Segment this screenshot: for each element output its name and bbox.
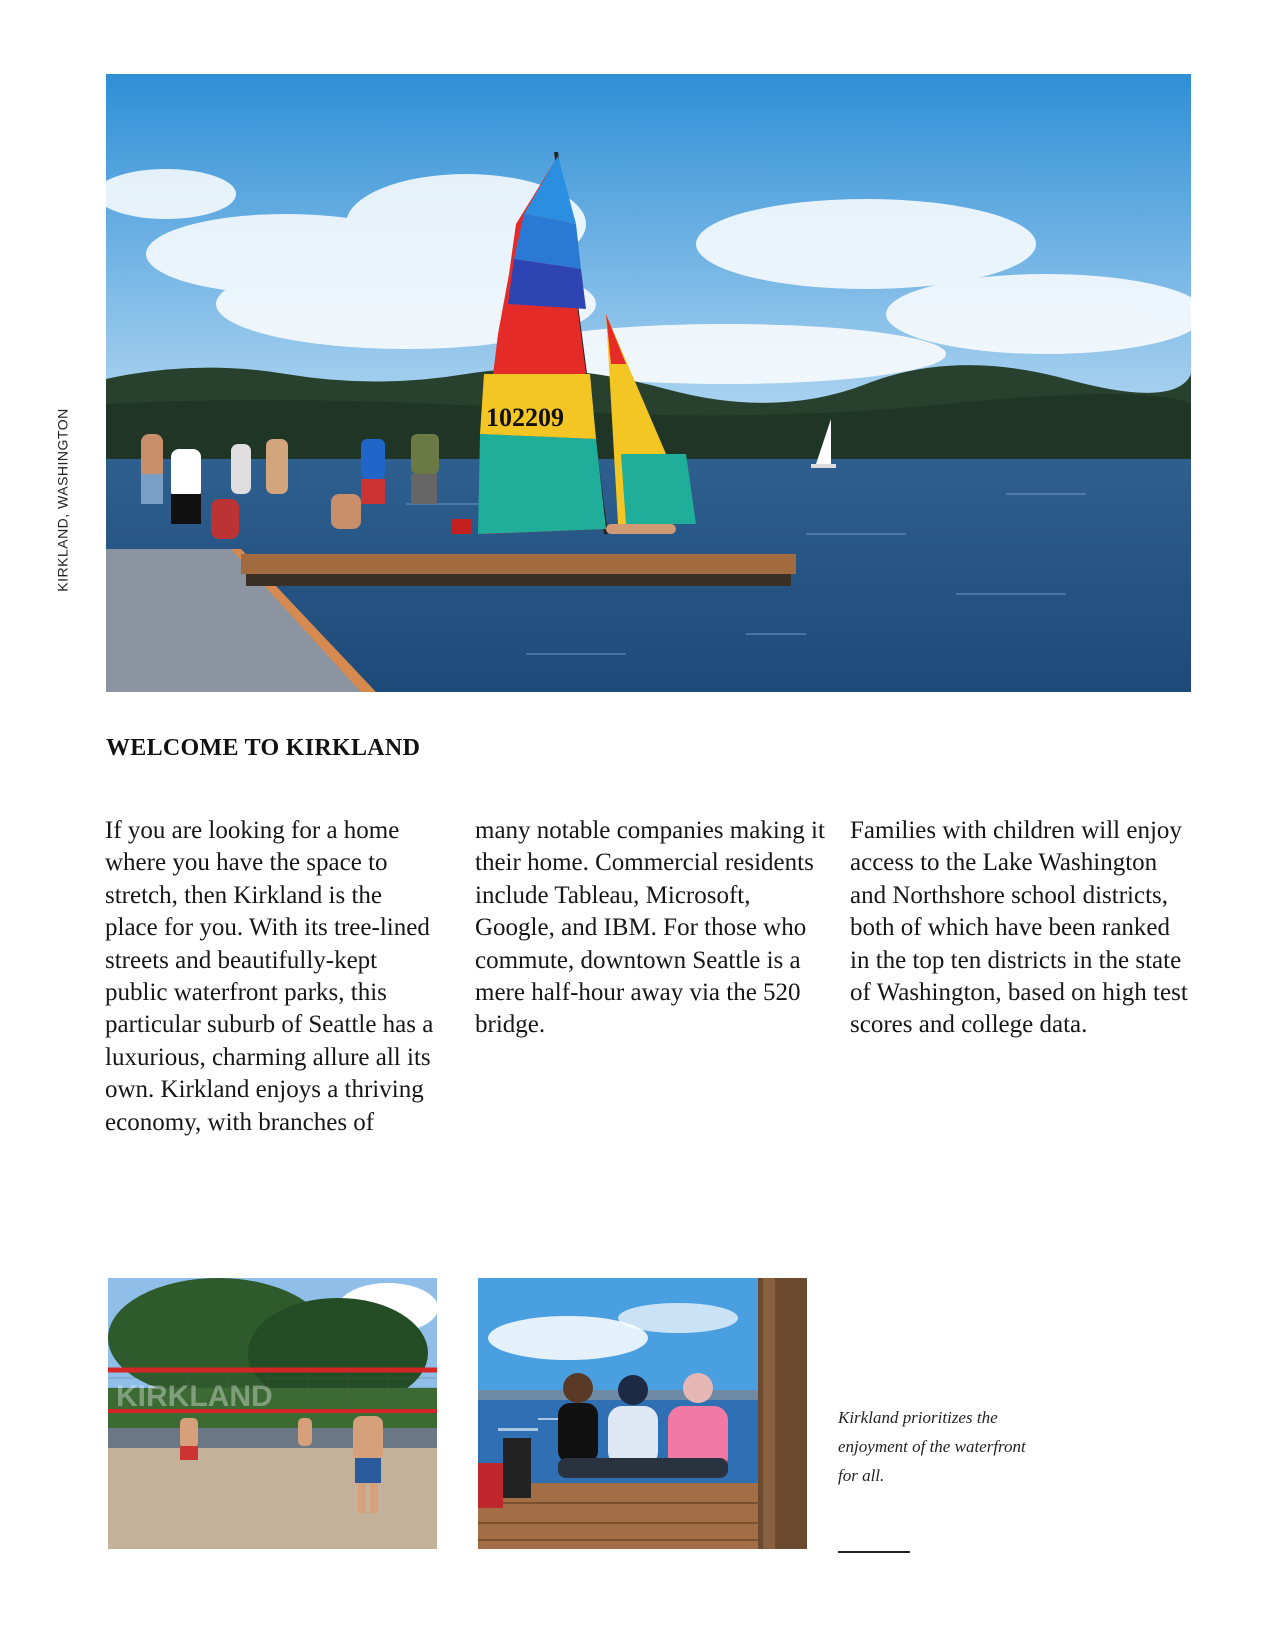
body-column-3: Families with children will enjoy access to the Lake Washington and Northshore school districts, both of which have been ranked in the top ten districts in the state of Washington, based on high test scores and college data. xyxy=(850,817,1188,1039)
volleyball-photo-illustration xyxy=(108,1278,437,1549)
hero-photo xyxy=(106,74,1191,692)
volleyball-photo xyxy=(108,1278,437,1549)
body-column-2: many notable companies making it their home. Commercial residents include Tableau, Microsoft, Google, and IBM. For those who commute, downtown Seattle is a mere half-hour away via the 520 bridge. xyxy=(475,817,825,1039)
sail-number: 102209 xyxy=(486,403,564,432)
side-label xyxy=(48,400,78,600)
photo-caption: Kirkland prioritizes the enjoyment of the waterfront for all. xyxy=(838,1408,1026,1485)
hero-photo-illustration xyxy=(106,74,1191,692)
caption-rule xyxy=(838,1551,910,1553)
page-title: WELCOME TO KIRKLAND xyxy=(106,735,421,761)
volleyball-banner-text: KIRKLAND xyxy=(116,1380,273,1413)
side-label-text: KIRKLAND, WASHINGTON xyxy=(55,408,71,592)
waterfront-friends-illustration xyxy=(478,1278,807,1549)
body-column-1: If you are looking for a home where you have the space to stretch, then Kirkland is the place for you. With its tree-lined streets and beautifully-kept public waterfront parks, this particular suburb of Seattle has a luxurious, charming allure all its own. Kirkland enjoys a thriving economy, with branches of xyxy=(105,817,434,1136)
waterfront-friends-photo xyxy=(478,1278,807,1549)
